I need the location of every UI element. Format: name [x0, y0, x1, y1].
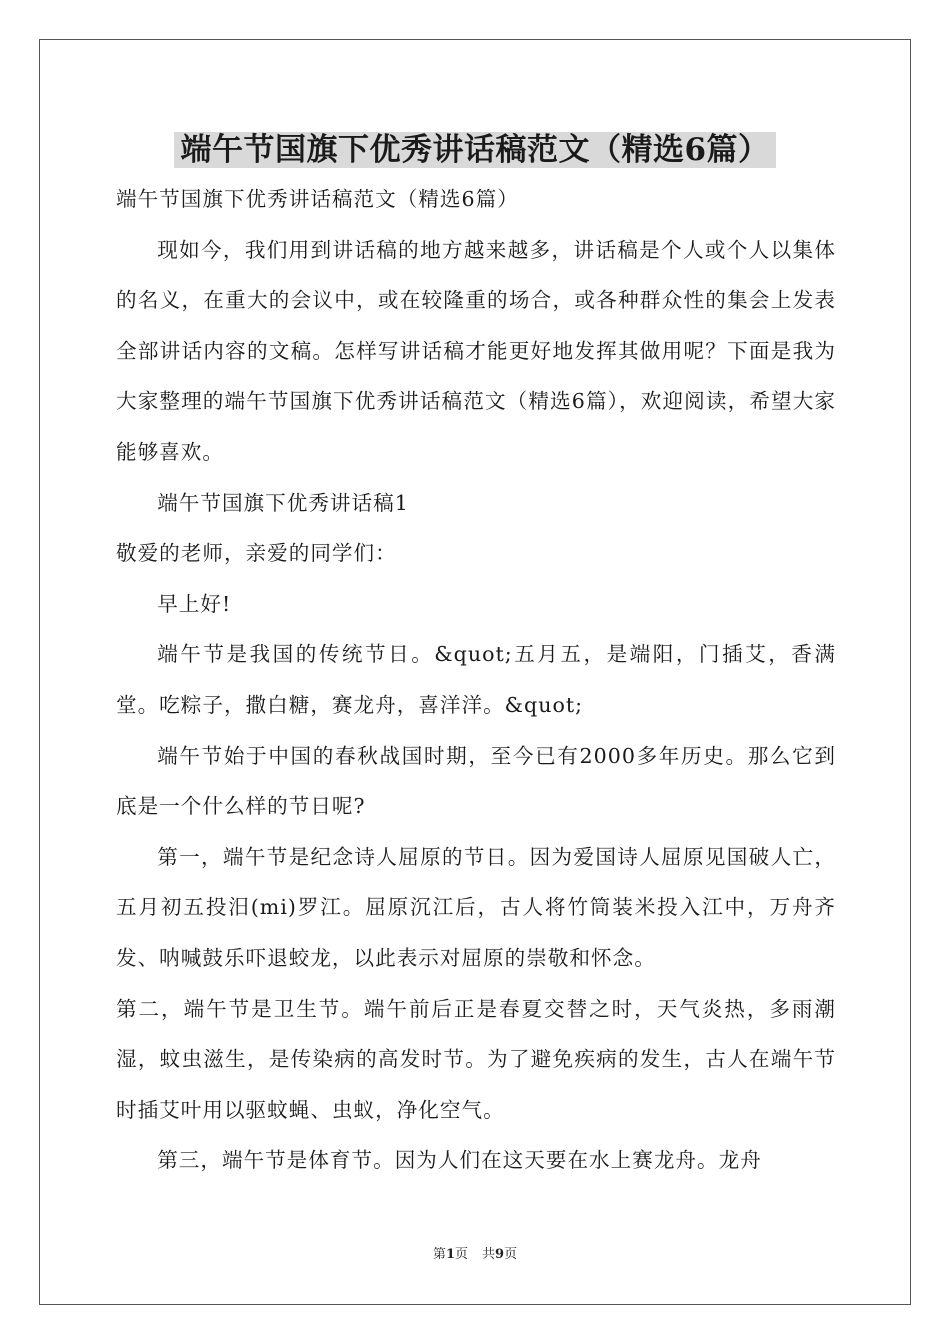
body-paragraph: 端午节是我国的传统节日。&quot;五月五，是端阳，门插艾，香满堂。吃粽子，撒白糖，赛龙舟，喜洋洋。&quot;: [116, 642, 836, 717]
body-paragraph: 第二，端午节是卫生节。端午前后正是春夏交替之时，天气炎热，多雨潮湿，蚊虫滋生，是传染病的高发时节。为了避免疾病的发生，古人在端午节时插艾叶用以驱蚊蝇、虫蚁，净化空气。: [116, 996, 836, 1122]
total-suffix: 页: [504, 1247, 518, 1262]
page-total: 9: [495, 1247, 505, 1262]
document-title-text: 端午节国旗下优秀讲话稿范文（精选6篇）: [174, 132, 775, 168]
page-prefix: 第: [432, 1247, 446, 1262]
total-prefix: 共: [482, 1247, 496, 1262]
page-footer: [0, 1245, 950, 1265]
document-body: [116, 174, 836, 1186]
document-subtitle: 端午节国旗下优秀讲话稿范文（精选6篇）: [116, 187, 519, 211]
page-suffix: 页: [454, 1247, 468, 1262]
document-title: [0, 124, 950, 176]
intro-paragraph: 现如今，我们用到讲话稿的地方越来越多，讲话稿是个人或个人以集体的名义，在重大的会议中，或在较隆重的场合，或各种群众性的集会上发表全部讲话内容的文稿。怎样写讲话稿才能更好地发挥其做用呢？下面是我为大家整理的端午节国旗下优秀讲话稿范文（精选6篇），欢迎阅读，希望大家能够喜欢。: [116, 237, 836, 464]
salutation: 敬爱的老师，亲爱的同学们：: [116, 541, 397, 566]
body-paragraph: 第一，端午节是纪念诗人屈原的节日。因为爱国诗人屈原见国破人亡，五月初五投汨(mi)罗江。屈原沉江后，古人将竹筒装米投入江中，万舟齐发、呐喊鼓乐吓退蛟龙，以此表示对屈原的崇敬和怀念。: [116, 844, 836, 970]
body-paragraph: 第三，端午节是体育节。因为人们在这天要在水上赛龙舟。龙舟: [157, 1148, 762, 1173]
body-paragraph: 端午节始于中国的春秋战国时期，至今已有2000多年历史。那么它到底是一个什么样的节日呢?: [116, 743, 836, 819]
page-current: 1: [445, 1247, 455, 1262]
speech-heading: 端午节国旗下优秀讲话稿1: [157, 490, 409, 515]
greeting: 早上好!: [157, 591, 232, 616]
